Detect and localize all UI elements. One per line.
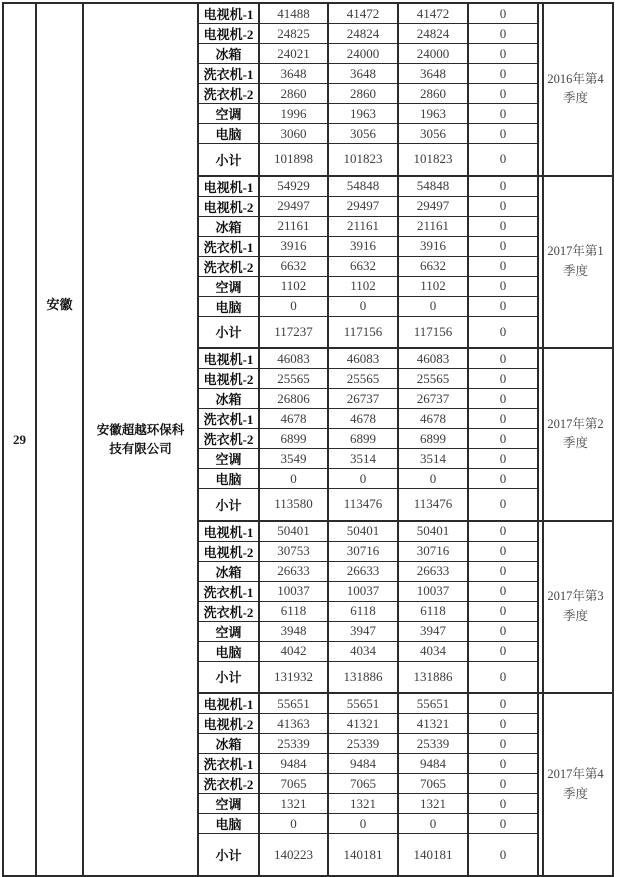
value-cell: 131886 xyxy=(329,662,399,695)
value-cell: 24825 xyxy=(260,24,329,44)
value-cell: 117237 xyxy=(260,317,329,350)
value-cell: 0 xyxy=(329,297,399,317)
value-cell: 3916 xyxy=(260,237,329,257)
value-cell: 10037 xyxy=(399,582,469,602)
value-cell: 140181 xyxy=(329,834,399,875)
value-cell: 3648 xyxy=(399,64,469,84)
value-cell: 6118 xyxy=(329,602,399,622)
value-cell: 0 xyxy=(469,24,539,44)
company-cell xyxy=(84,4,199,875)
quarter-cell xyxy=(539,522,612,695)
value-cell: 0 xyxy=(469,794,539,814)
product-label-cell: 冰箱 xyxy=(199,44,260,64)
value-cell: 140181 xyxy=(399,834,469,875)
value-cell: 10037 xyxy=(260,582,329,602)
value-cell: 3648 xyxy=(329,64,399,84)
product-label-cell: 冰箱 xyxy=(199,217,260,237)
value-cell: 0 xyxy=(329,469,399,489)
value-cell: 24824 xyxy=(399,24,469,44)
value-cell: 0 xyxy=(469,774,539,794)
value-cell: 0 xyxy=(469,754,539,774)
value-cell: 24021 xyxy=(260,44,329,64)
value-cell: 4034 xyxy=(329,642,399,662)
value-cell: 6632 xyxy=(329,257,399,277)
value-cell: 3648 xyxy=(260,64,329,84)
value-cell: 0 xyxy=(469,317,539,350)
value-cell: 7065 xyxy=(329,774,399,794)
table-row xyxy=(4,4,612,24)
value-cell: 2860 xyxy=(260,84,329,104)
value-cell: 6118 xyxy=(260,602,329,622)
product-label-cell: 小计 xyxy=(199,317,260,350)
value-cell: 131932 xyxy=(260,662,329,695)
value-cell: 0 xyxy=(469,64,539,84)
row-number-cell xyxy=(4,4,37,875)
quarter-label: 2017年第2季度 xyxy=(547,416,604,451)
value-cell: 0 xyxy=(399,297,469,317)
value-cell: 3056 xyxy=(399,124,469,144)
product-label-cell: 电脑 xyxy=(199,642,260,662)
value-cell: 50401 xyxy=(260,522,329,542)
value-cell: 50401 xyxy=(329,522,399,542)
value-cell: 41472 xyxy=(399,4,469,24)
product-label-cell: 空调 xyxy=(199,449,260,469)
value-cell: 21161 xyxy=(260,217,329,237)
value-cell: 25565 xyxy=(260,369,329,389)
value-cell: 7065 xyxy=(399,774,469,794)
value-cell: 0 xyxy=(469,622,539,642)
value-cell: 0 xyxy=(469,714,539,734)
product-label-cell: 电视机-2 xyxy=(199,542,260,562)
quarter-label: 2017年第1季度 xyxy=(547,244,604,278)
value-cell: 0 xyxy=(469,257,539,277)
value-cell: 0 xyxy=(469,197,539,217)
product-label-cell: 小计 xyxy=(199,662,260,695)
value-cell: 101898 xyxy=(260,144,329,177)
value-cell: 0 xyxy=(469,834,539,875)
value-cell: 3948 xyxy=(260,622,329,642)
product-label-cell: 洗衣机-1 xyxy=(199,64,260,84)
product-label-cell: 空调 xyxy=(199,104,260,124)
value-cell: 9484 xyxy=(260,754,329,774)
quarter-cell xyxy=(539,4,612,177)
value-cell: 30716 xyxy=(399,542,469,562)
quarter-cell xyxy=(539,177,612,350)
value-cell: 4034 xyxy=(399,642,469,662)
value-cell: 3549 xyxy=(260,449,329,469)
product-label-cell: 电脑 xyxy=(199,469,260,489)
value-cell: 46083 xyxy=(329,349,399,369)
value-cell: 26633 xyxy=(329,562,399,582)
value-cell: 0 xyxy=(469,562,539,582)
value-cell: 0 xyxy=(469,4,539,24)
row-number: 29 xyxy=(13,431,26,447)
value-cell: 101823 xyxy=(399,144,469,177)
value-cell: 0 xyxy=(469,217,539,237)
value-cell: 0 xyxy=(469,144,539,177)
value-cell: 55651 xyxy=(399,694,469,714)
value-cell: 26633 xyxy=(399,562,469,582)
value-cell: 3947 xyxy=(329,622,399,642)
product-label-cell: 空调 xyxy=(199,277,260,297)
value-cell: 3947 xyxy=(399,622,469,642)
value-cell: 140223 xyxy=(260,834,329,875)
value-cell: 29497 xyxy=(260,197,329,217)
value-cell: 50401 xyxy=(399,522,469,542)
value-cell: 30753 xyxy=(260,542,329,562)
product-label-cell: 小计 xyxy=(199,144,260,177)
value-cell: 0 xyxy=(469,694,539,714)
value-cell: 24000 xyxy=(329,44,399,64)
value-cell: 0 xyxy=(469,734,539,754)
value-cell: 0 xyxy=(469,602,539,622)
product-label-cell: 小计 xyxy=(199,834,260,875)
value-cell: 41472 xyxy=(329,4,399,24)
value-cell: 9484 xyxy=(329,754,399,774)
value-cell: 24000 xyxy=(399,44,469,64)
product-label-cell: 空调 xyxy=(199,794,260,814)
value-cell: 4042 xyxy=(260,642,329,662)
product-label-cell: 洗衣机-1 xyxy=(199,237,260,257)
product-label-cell: 电视机-1 xyxy=(199,4,260,24)
value-cell: 0 xyxy=(469,469,539,489)
value-cell: 1102 xyxy=(399,277,469,297)
value-cell: 0 xyxy=(399,814,469,834)
product-label-cell: 洗衣机-2 xyxy=(199,429,260,449)
value-cell: 113476 xyxy=(399,489,469,522)
company-name: 安徽超越环保科技有限公司 xyxy=(96,422,185,456)
product-label-cell: 洗衣机-1 xyxy=(199,754,260,774)
value-cell: 6632 xyxy=(260,257,329,277)
quarter-cell xyxy=(539,694,612,875)
value-cell: 3514 xyxy=(329,449,399,469)
value-cell: 41363 xyxy=(260,714,329,734)
value-cell: 26633 xyxy=(260,562,329,582)
value-cell: 0 xyxy=(260,814,329,834)
value-cell: 6632 xyxy=(399,257,469,277)
value-cell: 55651 xyxy=(260,694,329,714)
value-cell: 0 xyxy=(469,429,539,449)
value-cell: 0 xyxy=(469,582,539,602)
data-table xyxy=(4,4,612,875)
value-cell: 41488 xyxy=(260,4,329,24)
value-cell: 0 xyxy=(469,814,539,834)
quarter-label: 2016年第4季度 xyxy=(547,71,604,106)
value-cell: 0 xyxy=(469,642,539,662)
value-cell: 25339 xyxy=(399,734,469,754)
value-cell: 55651 xyxy=(329,694,399,714)
value-cell: 0 xyxy=(469,489,539,522)
value-cell: 54848 xyxy=(399,177,469,197)
value-cell: 0 xyxy=(469,409,539,429)
value-cell: 0 xyxy=(469,662,539,695)
value-cell: 131886 xyxy=(399,662,469,695)
value-cell: 54929 xyxy=(260,177,329,197)
value-cell: 46083 xyxy=(260,349,329,369)
product-label-cell: 电视机-1 xyxy=(199,694,260,714)
product-label-cell: 洗衣机-1 xyxy=(199,582,260,602)
value-cell: 0 xyxy=(469,522,539,542)
value-cell: 6118 xyxy=(399,602,469,622)
value-cell: 1996 xyxy=(260,104,329,124)
value-cell: 25339 xyxy=(260,734,329,754)
product-label-cell: 电视机-2 xyxy=(199,369,260,389)
value-cell: 1321 xyxy=(260,794,329,814)
value-cell: 2860 xyxy=(329,84,399,104)
value-cell: 3514 xyxy=(399,449,469,469)
value-cell: 3056 xyxy=(329,124,399,144)
value-cell: 113580 xyxy=(260,489,329,522)
value-cell: 6899 xyxy=(329,429,399,449)
product-label-cell: 冰箱 xyxy=(199,389,260,409)
value-cell: 0 xyxy=(469,297,539,317)
value-cell: 25339 xyxy=(329,734,399,754)
table-body xyxy=(4,4,612,875)
value-cell: 3060 xyxy=(260,124,329,144)
value-cell: 9484 xyxy=(399,754,469,774)
value-cell: 1963 xyxy=(399,104,469,124)
value-cell: 0 xyxy=(469,44,539,64)
value-cell: 46083 xyxy=(399,349,469,369)
product-label-cell: 小计 xyxy=(199,489,260,522)
value-cell: 0 xyxy=(469,84,539,104)
value-cell: 25565 xyxy=(399,369,469,389)
product-label-cell: 洗衣机-1 xyxy=(199,409,260,429)
value-cell: 1102 xyxy=(260,277,329,297)
value-cell: 1321 xyxy=(399,794,469,814)
value-cell: 0 xyxy=(469,369,539,389)
value-cell: 0 xyxy=(469,542,539,562)
value-cell: 41321 xyxy=(329,714,399,734)
value-cell: 4678 xyxy=(260,409,329,429)
product-label-cell: 电视机-2 xyxy=(199,714,260,734)
value-cell: 24824 xyxy=(329,24,399,44)
value-cell: 1963 xyxy=(329,104,399,124)
product-label-cell: 电脑 xyxy=(199,814,260,834)
value-cell: 7065 xyxy=(260,774,329,794)
quarter-cell xyxy=(539,349,612,522)
value-cell: 3916 xyxy=(399,237,469,257)
value-cell: 117156 xyxy=(329,317,399,350)
value-cell: 26737 xyxy=(329,389,399,409)
value-cell: 0 xyxy=(469,177,539,197)
value-cell: 6899 xyxy=(399,429,469,449)
value-cell: 0 xyxy=(329,814,399,834)
value-cell: 10037 xyxy=(329,582,399,602)
value-cell: 41321 xyxy=(399,714,469,734)
value-cell: 29497 xyxy=(329,197,399,217)
value-cell: 0 xyxy=(260,469,329,489)
value-cell: 113476 xyxy=(329,489,399,522)
value-cell: 0 xyxy=(260,297,329,317)
province-label: 安徽 xyxy=(46,297,73,312)
value-cell: 6899 xyxy=(260,429,329,449)
value-cell: 1321 xyxy=(329,794,399,814)
value-cell: 4678 xyxy=(329,409,399,429)
product-label-cell: 电视机-1 xyxy=(199,177,260,197)
value-cell: 4678 xyxy=(399,409,469,429)
value-cell: 54848 xyxy=(329,177,399,197)
value-cell: 0 xyxy=(469,449,539,469)
product-label-cell: 冰箱 xyxy=(199,562,260,582)
value-cell: 21161 xyxy=(329,217,399,237)
province-cell xyxy=(37,4,84,875)
value-cell: 0 xyxy=(469,277,539,297)
value-cell: 0 xyxy=(469,237,539,257)
value-cell: 0 xyxy=(469,389,539,409)
product-label-cell: 电脑 xyxy=(199,297,260,317)
value-cell: 0 xyxy=(469,349,539,369)
value-cell: 26737 xyxy=(399,389,469,409)
value-cell: 101823 xyxy=(329,144,399,177)
product-label-cell: 电脑 xyxy=(199,124,260,144)
value-cell: 25565 xyxy=(329,369,399,389)
product-label-cell: 电视机-2 xyxy=(199,24,260,44)
value-cell: 29497 xyxy=(399,197,469,217)
product-label-cell: 空调 xyxy=(199,622,260,642)
quarter-label: 2017年第3季度 xyxy=(547,589,604,623)
value-cell: 30716 xyxy=(329,542,399,562)
value-cell: 0 xyxy=(399,469,469,489)
value-cell: 0 xyxy=(469,124,539,144)
value-cell: 117156 xyxy=(399,317,469,350)
table-frame xyxy=(2,2,614,877)
product-label-cell: 洗衣机-2 xyxy=(199,602,260,622)
product-label-cell: 冰箱 xyxy=(199,734,260,754)
product-label-cell: 电视机-1 xyxy=(199,522,260,542)
product-label-cell: 洗衣机-2 xyxy=(199,84,260,104)
value-cell: 0 xyxy=(469,104,539,124)
product-label-cell: 洗衣机-2 xyxy=(199,257,260,277)
product-label-cell: 电视机-2 xyxy=(199,197,260,217)
value-cell: 1102 xyxy=(329,277,399,297)
value-cell: 21161 xyxy=(399,217,469,237)
value-cell: 3916 xyxy=(329,237,399,257)
product-label-cell: 洗衣机-2 xyxy=(199,774,260,794)
product-label-cell: 电视机-1 xyxy=(199,349,260,369)
value-cell: 26806 xyxy=(260,389,329,409)
value-cell: 2860 xyxy=(399,84,469,104)
quarter-label: 2017年第4季度 xyxy=(547,767,604,801)
